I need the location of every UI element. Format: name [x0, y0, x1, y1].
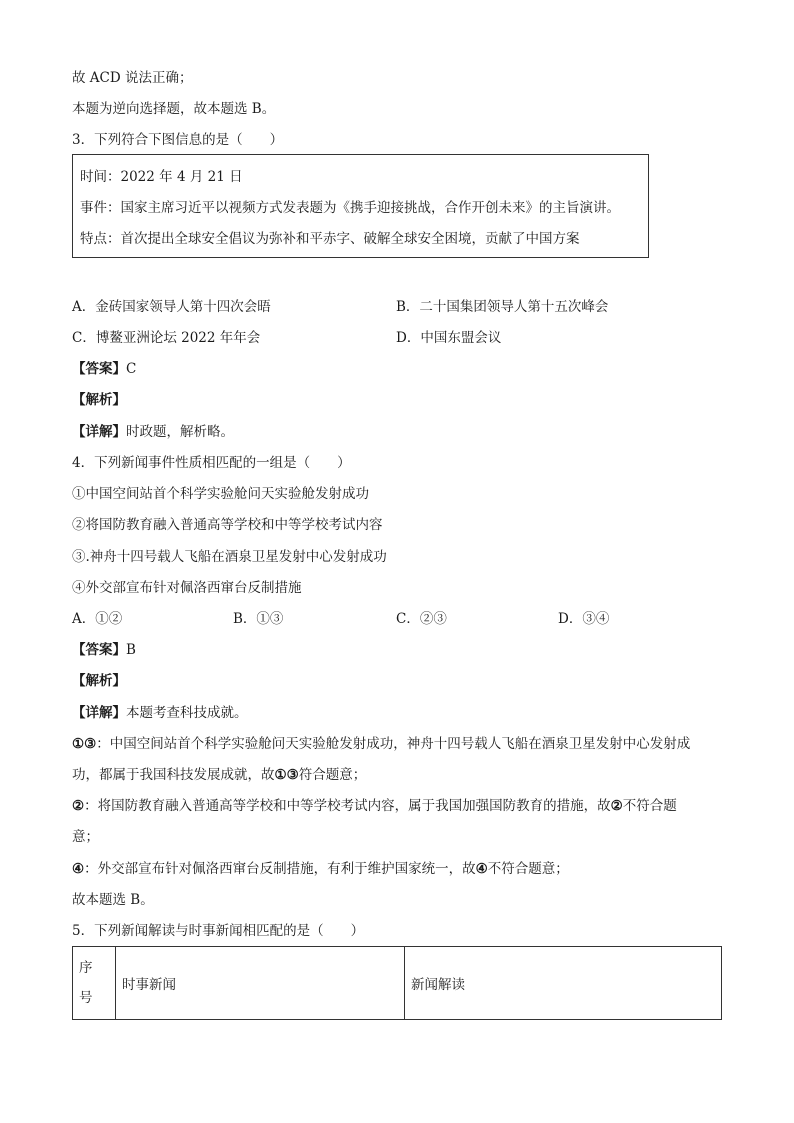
info-event: 事件：国家主席习近平以视频方式发表题为《携手迎接挑战，合作开创未来》的主旨演讲。: [80, 200, 620, 216]
q3-option-d: D．中国东盟会议: [396, 330, 502, 346]
info-feature: 特点：首次提出全球安全倡议为弥补和平赤字、破解全球安全困境，贡献了中国方案: [80, 231, 580, 247]
q3-option-b: B．二十国集团领导人第十五次峰会: [396, 299, 609, 315]
q3-detail: [72, 423, 234, 441]
q4-analysis-tag: 【解析】: [72, 673, 126, 689]
circled-mark: ④: [72, 861, 85, 877]
q4-option-b: B．①③: [233, 611, 284, 627]
q4-option-a: A．①②: [72, 611, 123, 627]
q4-item: ③.神舟十四号载人飞船在酒泉卫星发射中心发射成功: [72, 549, 387, 565]
table-header-seq: [73, 947, 116, 1020]
q4-explain-line: [72, 735, 690, 753]
q3-analysis-tag: 【解析】: [72, 392, 126, 408]
q4-explain-line: [72, 860, 569, 878]
detail-text: 本题考查科技成就。: [126, 705, 248, 721]
q4-option-c: C．②③: [396, 611, 447, 627]
table-header-interpretation: 新闻解读: [405, 947, 722, 1020]
q3-answer: [72, 360, 136, 378]
circled-mark: ②: [610, 798, 623, 814]
detail-tag: 【详解】: [72, 424, 126, 440]
q4-explain-line: [72, 766, 366, 784]
detail-tag: 【详解】: [72, 705, 126, 721]
text-line: 本题为逆向选择题，故本题选 B。: [72, 101, 276, 117]
circled-mark: ②: [72, 798, 85, 814]
q3-option-a: A．金砖国家领导人第十四次会晤: [72, 299, 271, 315]
q4-option-d: D．③④: [558, 611, 610, 627]
question-3-stem: 3．下列符合下图信息的是（ ）: [72, 132, 284, 148]
q4-explain-line: 意；: [72, 829, 99, 845]
answer-tag: 【答案】: [72, 361, 126, 377]
explain-text: 不符合题: [622, 798, 677, 814]
q4-item: ①中国空间站首个科学实验舱问天实验舱发射成功: [72, 486, 369, 502]
question-5-stem: 5．下列新闻解读与时事新闻相匹配的是（ ）: [72, 923, 365, 939]
question-4-stem: 4．下列新闻事件性质相匹配的一组是（ ）: [72, 455, 351, 471]
answer-value: B: [126, 642, 136, 658]
info-time: 时间：2022 年 4 月 21 日: [80, 169, 243, 185]
circled-mark: ④: [475, 861, 488, 877]
q4-conclusion: 故本题选 B。: [72, 892, 154, 908]
q4-explain-line: [72, 797, 677, 815]
q4-item: ④外交部宣布针对佩洛西窜台反制措施: [72, 580, 302, 596]
answer-value: C: [126, 361, 137, 377]
q4-answer: [72, 641, 136, 659]
seq-bottom: 号: [79, 990, 93, 1006]
q4-detail: [72, 704, 248, 722]
circled-mark: ①③: [72, 736, 97, 752]
explain-text: ：将国防教育融入普通高等学校和中等学校考试内容，属于我国加强国防教育的措施，故: [84, 798, 611, 814]
q4-item: ②将国防教育融入普通高等学校和中等学校考试内容: [72, 517, 383, 533]
info-box: [72, 154, 649, 258]
explain-text: ：外交部宣布针对佩洛西窜台反制措施，有利于维护国家统一，故: [84, 861, 476, 877]
text-line: 故 ACD 说法正确；: [72, 70, 193, 86]
q5-table: [72, 946, 722, 1020]
explain-text: 不符合题意；: [487, 861, 569, 877]
explain-text: ：中国空间站首个科学实验舱问天实验舱发射成功，神舟十四号载人飞船在酒泉卫星发射中心发射成: [96, 736, 691, 752]
table-header-news: 时事新闻: [116, 947, 405, 1020]
circled-mark: ①③: [274, 767, 299, 783]
detail-text: 时政题，解析略。: [126, 424, 234, 440]
table-row: [73, 947, 722, 1020]
seq-top: 序: [79, 960, 93, 976]
answer-tag: 【答案】: [72, 642, 126, 658]
explain-text: 功，都属于我国科技发展成就，故: [72, 767, 275, 783]
explain-text: 符合题意；: [298, 767, 367, 783]
q3-option-c: C．博鳌亚洲论坛 2022 年年会: [72, 330, 261, 346]
